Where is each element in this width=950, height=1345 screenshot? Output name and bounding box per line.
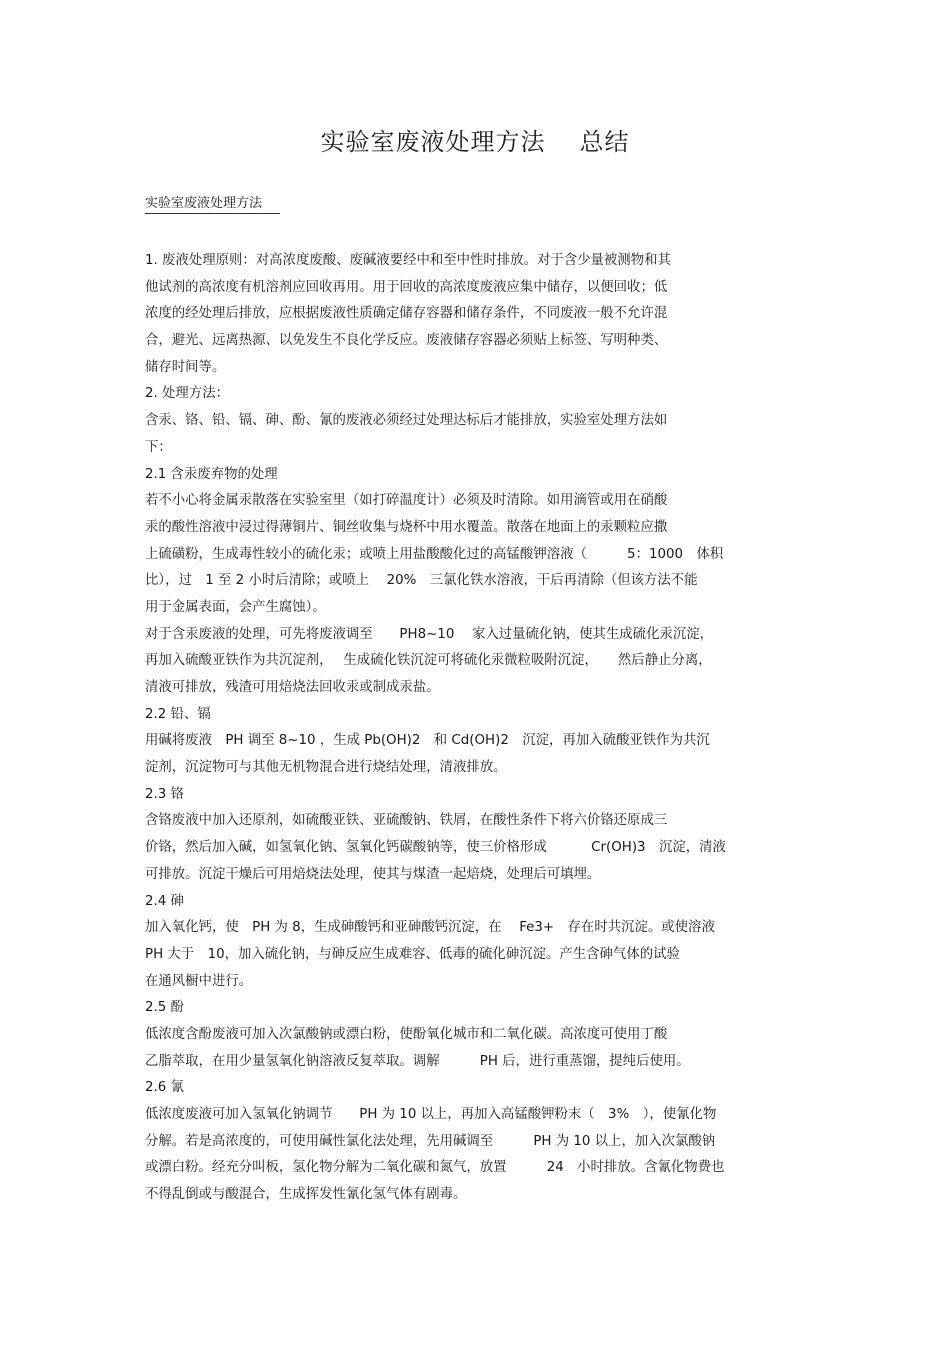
- title-main: 实验室废液处理方法: [320, 128, 546, 156]
- text-line: PH 大于 10，加入硫化钠，与砷反应生成难容、低毒的硫化砷沉淀。产生含砷气体的试验: [145, 946, 680, 962]
- text-line: 1. 废液处理原则：对高浓度废酸、废碱液要经中和至中性时排放。对于含少量被测物和其: [145, 253, 671, 268]
- title-suffix: 总结: [579, 128, 630, 156]
- text-line: 或漂白粉。经充分叫板，氢化物分解为二氧化碳和氮气，放置 24 小时排放。含氰化物费也: [145, 1160, 725, 1176]
- text-line: 加入氧化钙，使 PH 为 8，生成砷酸钙和亚砷酸钙沉淀，在 Fe3+ 存在时共沉淀。或使溶液: [145, 920, 715, 936]
- text-line: 价铬，然后加入碱，如氢氧化钠、氢氧化钙碳酸钠等，使三价格形成 Cr(OH)3 沉淀，清液: [145, 840, 726, 856]
- text-line: 用碱将废液 PH 调至 8~10 ，生成 Pb(OH)2 和 Cd(OH)2 沉淀，再加入硫酸亚铁作为共沉: [145, 733, 710, 749]
- document-title: [0, 122, 950, 157]
- section-heading: 2.6 氰: [145, 1080, 184, 1096]
- text-line: 不得乱倒或与酸混合，生成挥发性氰化氢气体有剧毒。: [145, 1187, 467, 1203]
- text-line: 上硫磺粉，生成毒性较小的硫化汞；或喷上用盐酸酸化过的高锰酸钾溶液（ 5：1000 体积: [145, 546, 724, 562]
- text-line: 用于金属表面，会产生腐蚀）。: [145, 599, 326, 615]
- text-line: 汞的酸性溶液中浸过得薄铜片、铜丝收集与烧杯中用水覆盖。散落在地面上的汞颗粒应撒: [145, 519, 668, 535]
- section-heading: 实验室废液处理方法: [145, 195, 280, 214]
- text-line: 储存时间等。: [145, 359, 226, 375]
- text-line: 淀剂，沉淀物可与其他无机物混合进行烧结处理，清液排放。: [145, 760, 507, 776]
- text-line: 若不小心将金属汞散落在实验室里（如打碎温度计）必须及时清除。如用滴管或用在硝酸: [145, 493, 668, 509]
- text-line: 含汞、铬、铅、镉、砷、酚、氰的废液必须经过处理达标后才能排放，实验室处理方法如: [145, 413, 668, 429]
- text-line: 在通风橱中进行。: [145, 973, 253, 989]
- text-line: 浓度的经处理后排放，应根据废液性质确定储存容器和储存条件，不同废液一般不允许混: [145, 306, 668, 322]
- text-line: 可排放。沉淀干燥后可用焙烧法处理，使其与煤渣一起焙烧，处理后可填埋。: [145, 866, 601, 882]
- section-heading: 2.2 铅、镉: [145, 706, 211, 722]
- text-line: 含铬废液中加入还原剂，如硫酸亚铁、亚硫酸钠、铁屑，在酸性条件下将六价铬还原成三: [145, 813, 668, 829]
- section-heading: 2.5 酚: [145, 1000, 184, 1016]
- text-line: 比），过 1 至 2 小时后清除；或喷上 20% 三氯化铁水溶液，干后再清除（但该方法不能: [145, 573, 698, 589]
- text-line: 2. 处理方法：: [145, 386, 229, 402]
- section-heading: 2.1 含汞废弃物的处理: [145, 466, 278, 482]
- section-heading: 2.3 铬: [145, 786, 184, 802]
- text-line: 再加入硫酸亚铁作为共沉淀剂， 生成硫化铁沉淀可将硫化汞微粒吸附沉淀， 然后静止分离，: [145, 653, 712, 669]
- text-line: 低浓度废液可加入氢氧化钠调节 PH 为 10 以上，再加入高锰酸钾粉末（ 3% ），使氰化物: [145, 1107, 717, 1122]
- section-heading: 2.4 砷: [145, 893, 184, 909]
- text-line: 合，避光、远离热源、以免发生不良化学反应。废液储存容器必须贴上标签、写明种类、: [145, 333, 668, 349]
- text-line: 清液可排放，残渣可用焙烧法回收汞或制成汞盐。: [145, 680, 440, 695]
- text-line: 他试剂的高浓度有机溶剂应回收再用。用于回收的高浓度废液应集中储存，以便回收；低: [145, 279, 668, 295]
- text-line: 下：: [145, 439, 172, 455]
- document-body: [145, 248, 810, 1209]
- text-line: 分解。若是高浓度的，可使用碱性氯化法处理，先用碱调至 PH 为 10 以上，加入次氯酸钠: [145, 1133, 716, 1149]
- text-line: 乙脂萃取，在用少量氢氧化钠溶液反复萃取。调解 PH 后，进行重蒸馏，提纯后使用。: [145, 1053, 690, 1069]
- text-line: 对于含汞废液的处理，可先将废液调至 PH8~10 家入过量硫化钠，使其生成硫化汞沉淀，: [145, 626, 714, 642]
- text-line: 低浓度含酚废液可加入次氯酸钠或漂白粉，使酚氧化城市和二氧化碳。高浓度可使用丁酸: [145, 1026, 668, 1042]
